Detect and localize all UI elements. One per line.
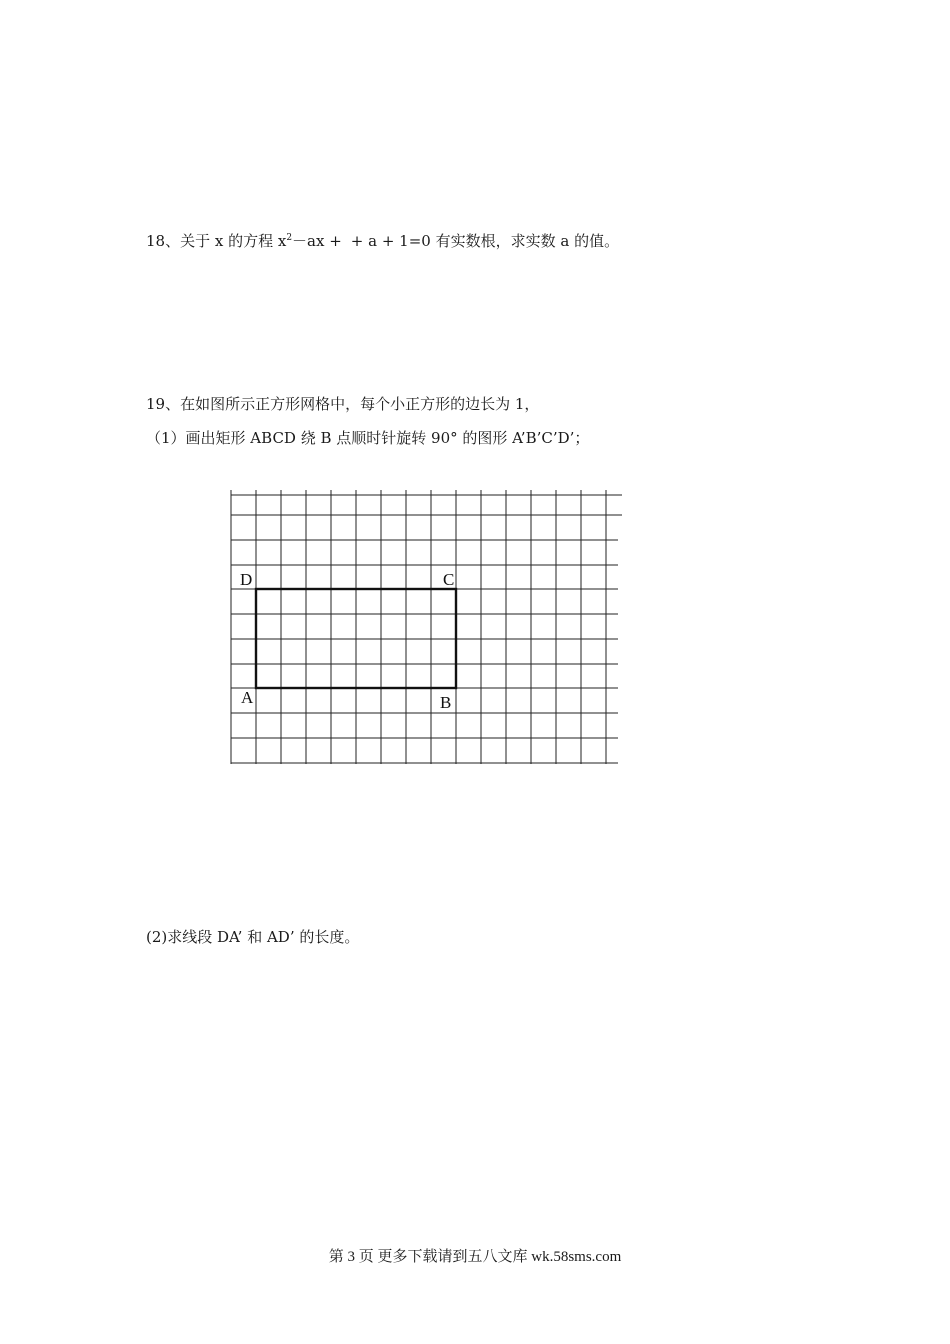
question-19-part-1: （1）画出矩形 ABCD 绕 B 点顺时针旋转 90° 的图形 A’B’C’D’； — [146, 429, 590, 447]
label-b: B — [440, 693, 452, 712]
label-d: D — [240, 570, 253, 589]
question-19-part-2: (2)求线段 DA’ 和 AD’ 的长度。 — [146, 928, 360, 946]
question-18 — [146, 228, 619, 251]
rectangle-abcd — [256, 589, 456, 688]
label-a: A — [241, 688, 254, 707]
question-19-intro: 19、在如图所示正方形网格中，每个小正方形的边长为 1， — [146, 395, 540, 413]
label-c: C — [443, 570, 455, 589]
question-18-mid1: －ax + — [292, 232, 342, 250]
page-footer: 第 3 页 更多下载请到五八文库 wk.58sms.com — [328, 1249, 622, 1265]
grid-lines — [231, 490, 622, 764]
question-18-prefix: 18、关于 x 的方程 x — [146, 232, 287, 250]
question-18-exponent: 2 — [286, 233, 293, 243]
question-18-mid2: + a + 1=0 有实数根，求实数 a 的值。 — [350, 232, 620, 250]
